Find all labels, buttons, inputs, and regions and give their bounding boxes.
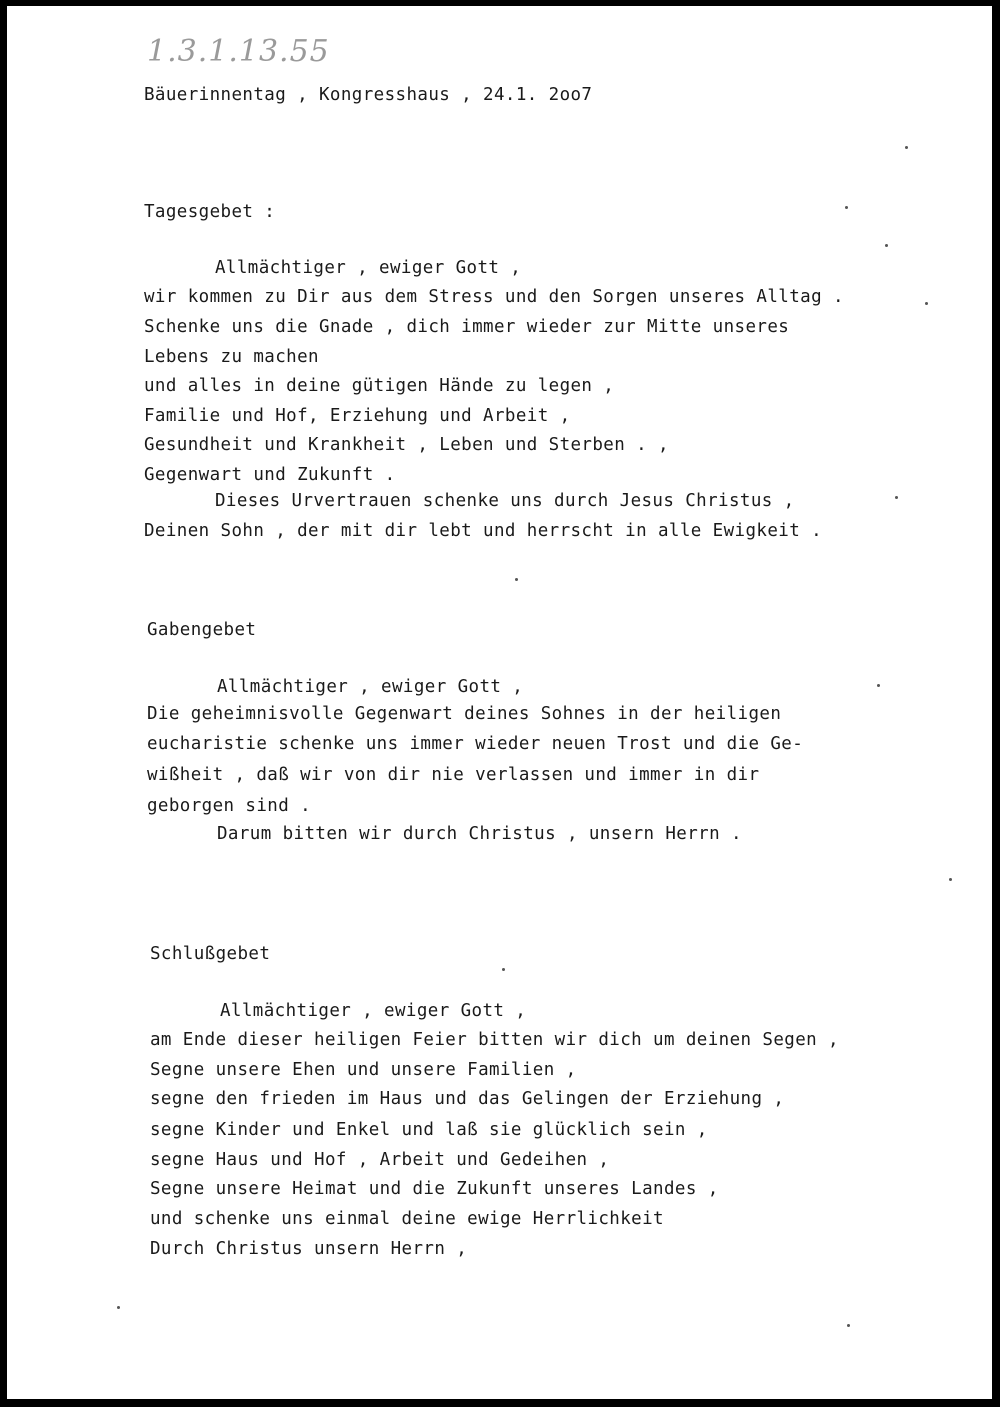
gabengebet-line: eucharistie schenke uns immer wieder neuen Trost und die Ge- — [147, 734, 804, 754]
tagesgebet-line: Schenke uns die Gnade , dich immer wieder zur Mitte unseres — [144, 317, 790, 337]
schlussgebet-line: und schenke uns einmal deine ewige Herrlichkeit — [150, 1209, 664, 1229]
scan-speck — [515, 578, 518, 581]
tagesgebet-line: Allmächtiger , ewiger Gott , — [215, 258, 522, 278]
gabengebet-line: Darum bitten wir durch Christus , unsern Herrn . — [217, 824, 742, 844]
document-page — [7, 6, 992, 1399]
tagesgebet-line: Lebens zu machen — [144, 347, 319, 367]
scan-speck — [847, 1324, 850, 1327]
schlussgebet-line: Allmächtiger , ewiger Gott , — [220, 1001, 527, 1021]
gabengebet-line: Allmächtiger , ewiger Gott , — [217, 677, 524, 697]
gabengebet-line: geborgen sind . — [147, 796, 312, 816]
tagesgebet-line: Gesundheit und Krankheit , Leben und Sterben . , — [144, 435, 669, 455]
tagesgebet-line: Deinen Sohn , der mit dir lebt und herrscht in alle Ewigkeit . — [144, 521, 823, 541]
tagesgebet-line: Dieses Urvertrauen schenke uns durch Jesus Christus , — [215, 491, 795, 511]
schlussgebet-line: Segne unsere Ehen und unsere Familien , — [150, 1060, 577, 1080]
schlussgebet-line: Segne unsere Heimat und die Zukunft unseres Landes , — [150, 1179, 719, 1199]
schlussgebet-line: am Ende dieser heiligen Feier bitten wir dich um deinen Segen , — [150, 1030, 839, 1050]
scan-speck — [949, 878, 952, 881]
tagesgebet-line: Gegenwart und Zukunft . — [144, 465, 396, 485]
tagesgebet-line: Familie und Hof, Erziehung und Arbeit , — [144, 406, 571, 426]
scan-speck — [885, 244, 888, 247]
tagesgebet-line: wir kommen zu Dir aus dem Stress und den Sorgen unseres Alltag . — [144, 287, 844, 307]
schlussgebet-line: segne Kinder und Enkel und laß sie glücklich sein , — [150, 1120, 708, 1140]
scan-speck — [925, 302, 928, 305]
schlussgebet-heading: Schlußgebet — [150, 944, 271, 964]
schlussgebet-line: Durch Christus unsern Herrn , — [150, 1239, 468, 1259]
tagesgebet-line: und alles in deine gütigen Hände zu legen , — [144, 376, 615, 396]
scan-speck — [502, 968, 505, 971]
gabengebet-heading: Gabengebet — [147, 620, 257, 640]
scan-speck — [895, 496, 898, 499]
reference-number: 1.3.1.13.55 — [147, 34, 330, 69]
gabengebet-line: wißheit , daß wir von dir nie verlassen und immer in dir — [147, 765, 760, 785]
gabengebet-line: Die geheimnisvolle Gegenwart deines Sohnes in der heiligen — [147, 704, 782, 724]
scan-speck — [877, 684, 880, 687]
schlussgebet-line: segne Haus und Hof , Arbeit und Gedeihen , — [150, 1150, 610, 1170]
schlussgebet-line: segne den frieden im Haus und das Gelingen der Erziehung , — [150, 1089, 785, 1109]
scan-speck — [845, 206, 848, 209]
document-header: Bäuerinnentag , Kongresshaus , 24.1. 2oo7 — [144, 85, 593, 105]
scan-speck — [117, 1306, 120, 1309]
scan-speck — [905, 146, 908, 149]
tagesgebet-heading: Tagesgebet : — [144, 202, 276, 222]
